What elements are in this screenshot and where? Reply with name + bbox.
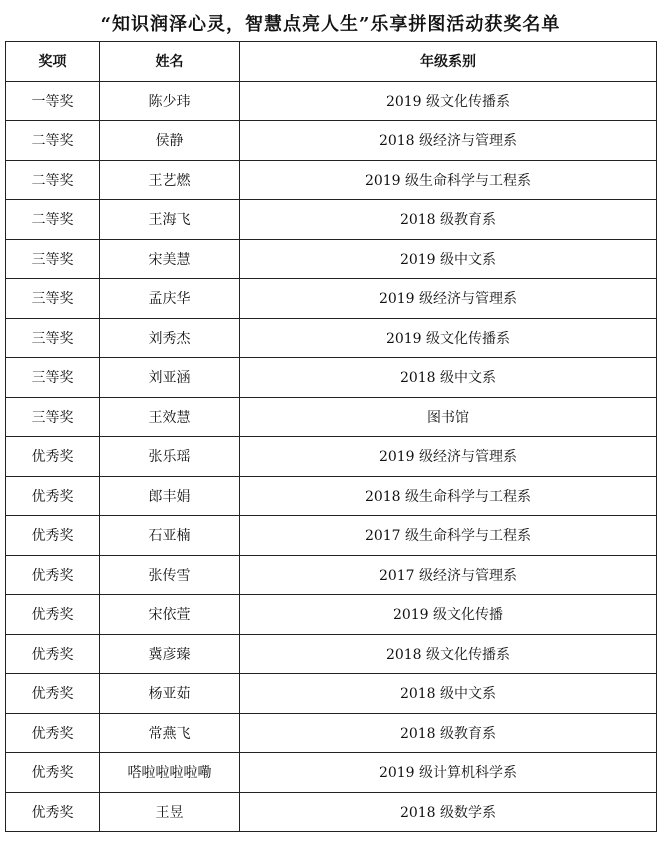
- grade-department-cell: 2019 级经济与管理系: [240, 437, 657, 477]
- grade-department-cell: 2018 级文化传播系: [240, 634, 657, 674]
- name-cell: 刘亚涵: [100, 358, 240, 398]
- table-row: [6, 437, 657, 477]
- table-row: [6, 516, 657, 556]
- grade-department-cell: 2018 级教育系: [240, 713, 657, 753]
- table-row: [6, 713, 657, 753]
- award-cell: 优秀奖: [6, 792, 100, 832]
- grade-department-cell: 2017 级生命科学与工程系: [240, 516, 657, 556]
- award-cell: 优秀奖: [6, 753, 100, 793]
- name-cell: 刘秀杰: [100, 318, 240, 358]
- name-cell: 杨亚茹: [100, 674, 240, 714]
- name-cell: 王效慧: [100, 397, 240, 437]
- grade-department-cell: 2019 级中文系: [240, 239, 657, 279]
- name-cell: 石亚楠: [100, 516, 240, 556]
- grade-department-cell: 2019 级文化传播系: [240, 318, 657, 358]
- grade-department-cell: 2019 级生命科学与工程系: [240, 160, 657, 200]
- award-cell: 优秀奖: [6, 516, 100, 556]
- award-cell: 二等奖: [6, 200, 100, 240]
- name-cell: 王海飞: [100, 200, 240, 240]
- award-cell: 优秀奖: [6, 595, 100, 635]
- header-award: 奖项: [6, 42, 100, 82]
- name-cell: 宋依萱: [100, 595, 240, 635]
- grade-department-cell: 2019 级文化传播: [240, 595, 657, 635]
- grade-department-cell: 图书馆: [240, 397, 657, 437]
- award-cell: 优秀奖: [6, 713, 100, 753]
- table-row: [6, 397, 657, 437]
- table-header-row: [6, 42, 657, 82]
- table-row: [6, 239, 657, 279]
- name-cell: 孟庆华: [100, 279, 240, 319]
- award-cell: 一等奖: [6, 81, 100, 121]
- award-cell: 优秀奖: [6, 634, 100, 674]
- award-table: [5, 41, 657, 832]
- table-row: [6, 792, 657, 832]
- grade-department-cell: 2018 级中文系: [240, 358, 657, 398]
- table-row: [6, 595, 657, 635]
- award-cell: 二等奖: [6, 121, 100, 161]
- award-cell: 三等奖: [6, 358, 100, 398]
- table-row: [6, 476, 657, 516]
- table-row: [6, 358, 657, 398]
- name-cell: 宋美慧: [100, 239, 240, 279]
- name-cell: 张乐瑶: [100, 437, 240, 477]
- name-cell: 陈少玮: [100, 81, 240, 121]
- table-row: [6, 555, 657, 595]
- award-cell: 三等奖: [6, 279, 100, 319]
- award-cell: 优秀奖: [6, 674, 100, 714]
- grade-department-cell: 2019 级经济与管理系: [240, 279, 657, 319]
- table-row: [6, 318, 657, 358]
- header-grade-department: 年级系别: [240, 42, 657, 82]
- header-name: 姓名: [100, 42, 240, 82]
- table-body: [6, 81, 657, 832]
- grade-department-cell: 2018 级数学系: [240, 792, 657, 832]
- name-cell: 嗒啦啦啦啦嘞: [100, 753, 240, 793]
- award-cell: 优秀奖: [6, 437, 100, 477]
- grade-department-cell: 2017 级经济与管理系: [240, 555, 657, 595]
- table-row: [6, 81, 657, 121]
- award-cell: 三等奖: [6, 397, 100, 437]
- grade-department-cell: 2018 级生命科学与工程系: [240, 476, 657, 516]
- name-cell: 冀彦臻: [100, 634, 240, 674]
- award-cell: 优秀奖: [6, 476, 100, 516]
- table-row: [6, 121, 657, 161]
- name-cell: 郎丰娟: [100, 476, 240, 516]
- award-cell: 三等奖: [6, 318, 100, 358]
- table-row: [6, 753, 657, 793]
- name-cell: 王艺燃: [100, 160, 240, 200]
- table-row: [6, 160, 657, 200]
- name-cell: 张传雪: [100, 555, 240, 595]
- grade-department-cell: 2018 级经济与管理系: [240, 121, 657, 161]
- name-cell: 常燕飞: [100, 713, 240, 753]
- document-title: “知识润泽心灵，智慧点亮人生”乐享拼图活动获奖名单: [100, 14, 561, 35]
- table-row: [6, 279, 657, 319]
- award-cell: 三等奖: [6, 239, 100, 279]
- grade-department-cell: 2019 级计算机科学系: [240, 753, 657, 793]
- grade-department-cell: 2019 级文化传播系: [240, 81, 657, 121]
- award-cell: 二等奖: [6, 160, 100, 200]
- grade-department-cell: 2018 级教育系: [240, 200, 657, 240]
- name-cell: 侯静: [100, 121, 240, 161]
- table-row: [6, 200, 657, 240]
- grade-department-cell: 2018 级中文系: [240, 674, 657, 714]
- name-cell: 王昱: [100, 792, 240, 832]
- table-row: [6, 674, 657, 714]
- table-row: [6, 634, 657, 674]
- award-cell: 优秀奖: [6, 555, 100, 595]
